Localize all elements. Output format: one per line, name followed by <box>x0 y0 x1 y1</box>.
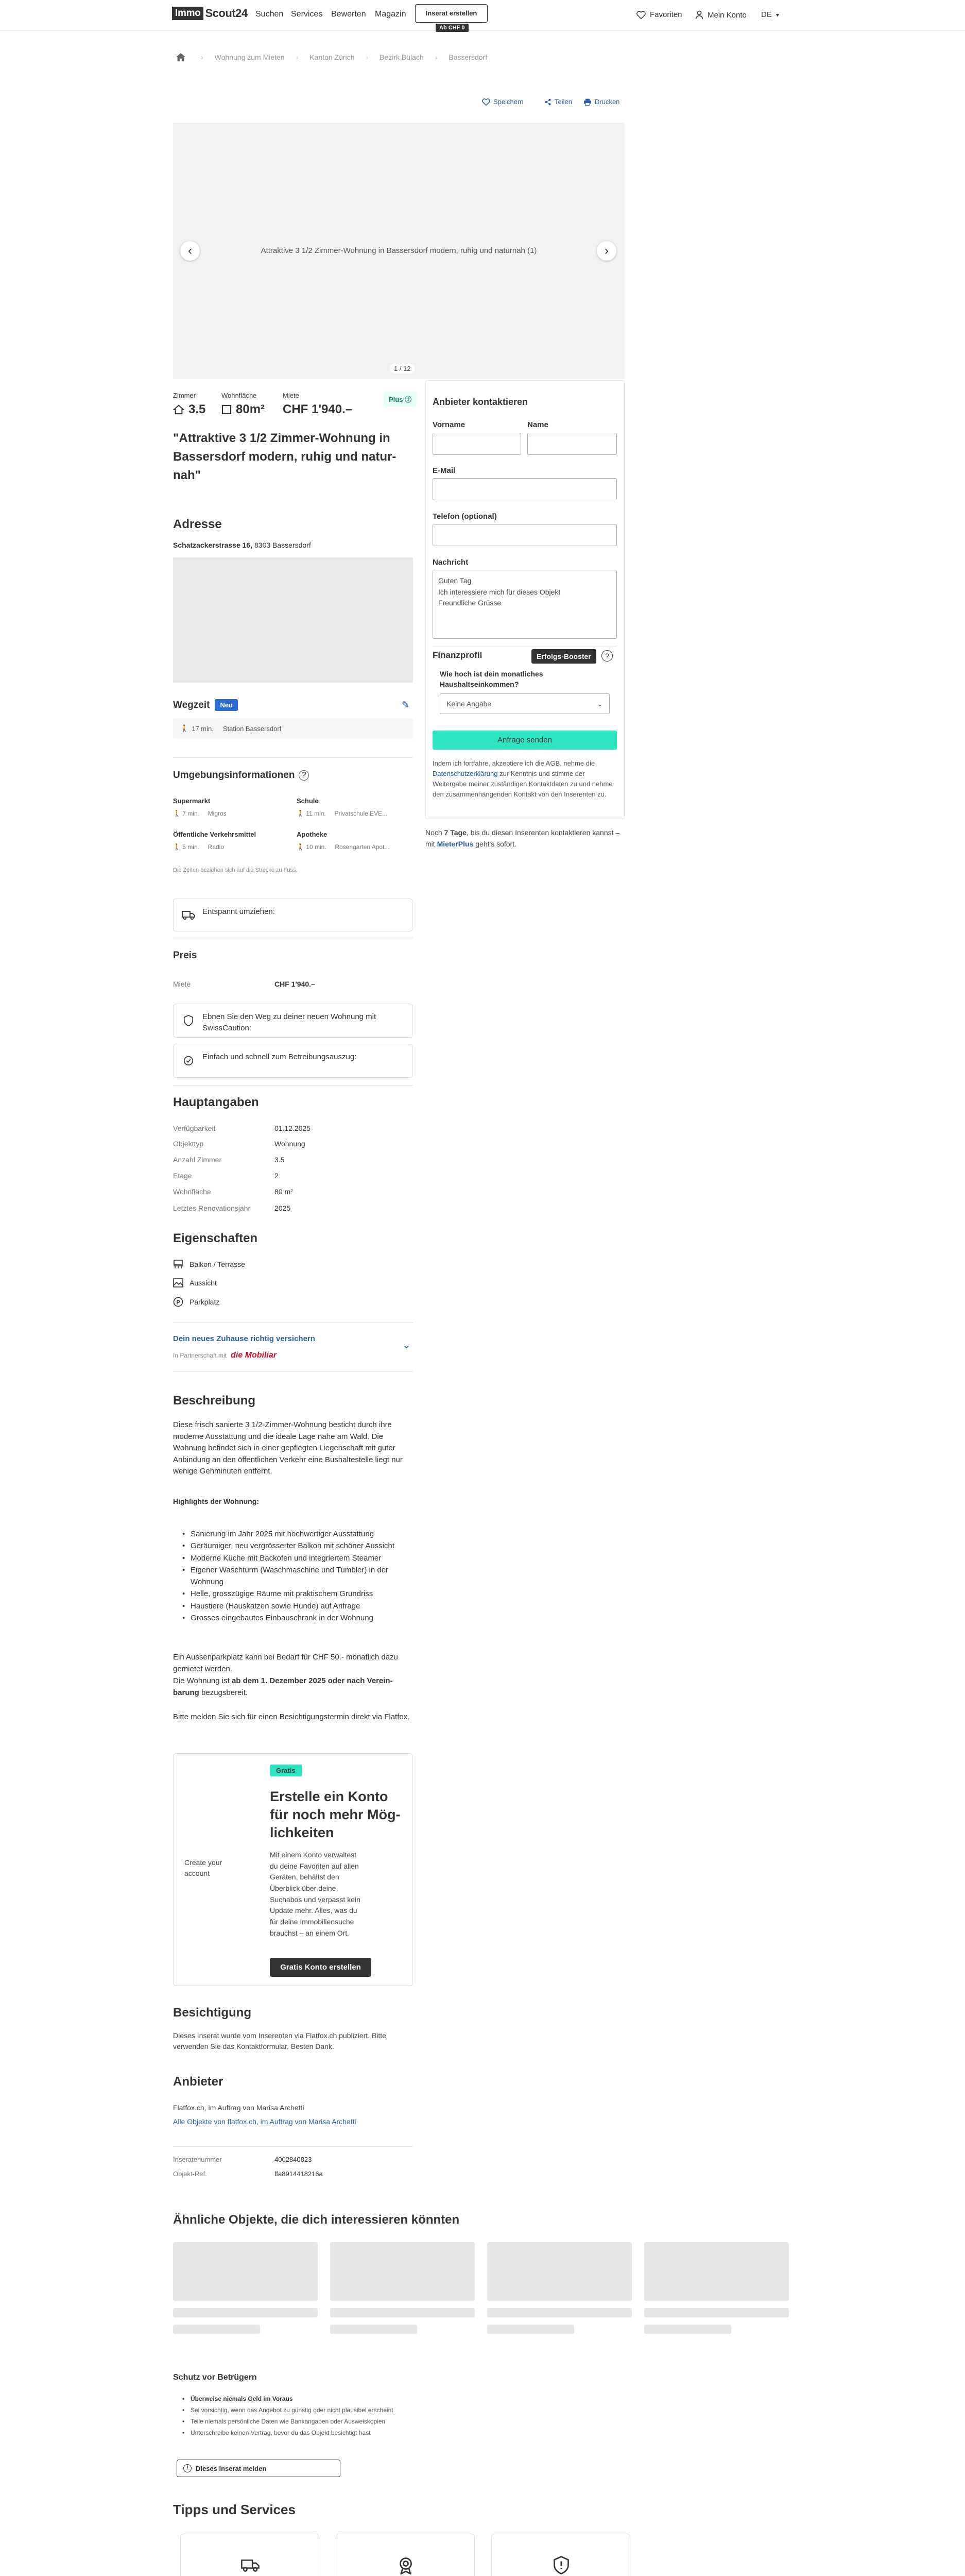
gallery-next-button[interactable] <box>597 241 616 261</box>
chevron-left-icon: ‹ <box>188 244 192 258</box>
feature-balcony <box>173 1260 245 1269</box>
list-item: • Überweise niemals Geld im Voraus <box>173 2393 393 2404</box>
debt-extract-box[interactable] <box>173 1044 413 1078</box>
plus-badge[interactable] <box>384 392 417 406</box>
contact-heading: Anbieter kontaktieren <box>433 397 528 407</box>
help-icon[interactable]: ? <box>299 770 309 781</box>
map-preview[interactable] <box>173 557 413 683</box>
logo-box: Immo <box>172 7 203 20</box>
listing-title: "Attraktive 3 1/2 Zimmer-Wohnung in Bassersdorf modern, ruhig und naturnah" <box>173 431 397 482</box>
breadcrumb-item[interactable]: Wohnung zum Mieten <box>214 53 285 61</box>
object-type-value: Wohnung <box>274 1140 305 1148</box>
account-body: Mit einem Konto verwaltest du deine Favoriten auf allen Geräten, behältst den Überblick über deine Suchabos und verpasst kein Update mehr. Alles, was du für deine Immobiliensuche brauchst – an einem Ort. <box>270 1851 360 1937</box>
listing-id-label: Inseratenummer <box>173 2156 222 2163</box>
nav-bewerten[interactable]: Bewerten <box>331 10 366 19</box>
area-number: 80m² <box>236 402 265 416</box>
feature-label: Parkplatz <box>189 1298 220 1306</box>
availability-text-end: bezugsbereit. <box>199 1688 248 1697</box>
env-pharmacy-label: Apotheke <box>297 831 328 838</box>
heart-icon <box>636 11 646 19</box>
create-account-button[interactable]: Gratis Konto erstellen <box>270 1958 371 1977</box>
skeleton-image <box>330 2242 475 2301</box>
email-label: E-Mail <box>433 466 456 475</box>
skeleton-line <box>644 2308 789 2317</box>
legal-text-end: zur Kenntnis und stimme der Weitergabe meiner zuständigen Kontaktdaten zu und nehme den zusammenhängenden Kontakt von den Inserenten zu. <box>433 770 613 799</box>
visit-text: Dieses Inserat wurde vom Inserenten via Flatfox.ch publiziert. Bitte verwenden Sie das Kontaktformular. Besten Dank. <box>173 2031 386 2050</box>
viewing-note: Bitte melden Sie sich für einen Besichtigungstermin direkt via Flatfox. <box>173 1713 410 1721</box>
printer-icon <box>583 98 592 106</box>
lastname-label: Name <box>527 420 548 429</box>
similar-card-skeleton[interactable] <box>330 2242 475 2334</box>
skeleton-line <box>487 2308 632 2317</box>
partner-label: In Partnerschaft mit <box>173 1352 227 1359</box>
account-link[interactable] <box>695 10 747 20</box>
renovation-value: 2025 <box>274 1204 291 1212</box>
list-item: • Grosses eingebautes Einbauschrank in der Wohnung <box>173 1612 415 1624</box>
save-button[interactable] <box>482 98 524 106</box>
rooms-count-value: 3.5 <box>274 1156 285 1164</box>
walk-icon: 🚶 <box>297 843 304 851</box>
env-name: Migros <box>208 810 227 817</box>
address-heading: Adresse <box>173 517 222 531</box>
parking-icon <box>173 1297 183 1307</box>
walk-icon: 🚶 <box>173 810 181 817</box>
breadcrumb <box>175 52 487 62</box>
area-icon <box>221 404 232 415</box>
floor-label: Etage <box>173 1172 192 1180</box>
services-heading: Tipps und Services <box>173 2502 296 2517</box>
wait-text: Noch <box>425 828 444 837</box>
heart-icon <box>482 98 490 106</box>
rooms-value <box>173 402 205 417</box>
env-pharmacy-row <box>297 843 389 851</box>
booster-badge: Erfolgs-Booster <box>531 649 596 664</box>
create-listing-button[interactable]: Inserat erstellen <box>415 4 488 23</box>
favorites-label: Favoriten <box>650 10 682 19</box>
svg-text:P: P <box>176 1299 180 1306</box>
share-button[interactable] <box>544 98 572 106</box>
price-label: Miete <box>173 980 191 988</box>
truck-icon <box>241 2556 260 2574</box>
route-station: Station Bassersdorf <box>222 724 282 733</box>
skeleton-image <box>487 2242 632 2301</box>
description-text: Diese frisch sanierte 3 1/2-Zimmer-Wohnung besticht durch ihre moderne Ausstattung und die ideale Lage nahe am Wald. Die Wohnung befindet sich in einer gepflegten Liegenschaft mit guter Anbindung an den öffentlichen Verkehr eine Bushaltestelle liegt nur wenige Gehminuten entfernt. <box>173 1420 403 1476</box>
rent-label: Miete <box>283 392 299 399</box>
description-heading: Beschreibung <box>173 1394 256 1408</box>
skeleton-line <box>173 2325 260 2334</box>
env-school-row <box>297 810 387 817</box>
separator-icon: › <box>201 53 203 61</box>
alert-icon: ! <box>183 2464 192 2472</box>
fraud-heading: Schutz vor Betrügern <box>173 2373 257 2382</box>
skeleton-line <box>330 2308 475 2317</box>
walk-icon: 🚶 <box>173 843 181 851</box>
address-line <box>173 541 311 549</box>
gallery-counter: 1 / 12 <box>390 364 415 374</box>
phone-input[interactable] <box>433 524 617 546</box>
visit-heading: Besichtigung <box>173 2006 252 2020</box>
features-heading: Eigenschaften <box>173 1231 258 1245</box>
highlights-heading: Highlights der Wohnung: <box>173 1497 259 1505</box>
phone-label: Telefon (optional) <box>433 512 497 521</box>
free-badge: Gratis <box>270 1765 302 1776</box>
provider-objects-link[interactable]: Alle Objekte von flatfox.ch, im Auftrag von Marisa Archetti <box>173 2117 356 2126</box>
swisscaution-box[interactable] <box>173 1004 413 1038</box>
gallery-image-caption: Attraktive 3 1/2 Zimmer-Wohnung in Bassersdorf modern, ruhig und naturnah (1) <box>261 246 537 255</box>
list-item: • Sei vorsichtig, wenn das Angebot zu günstig oder nicht plausibel erscheint <box>173 2404 393 2416</box>
similar-card-skeleton[interactable] <box>173 2242 318 2334</box>
route-header <box>173 699 238 711</box>
moving-offer-box[interactable] <box>173 899 413 931</box>
separator-icon: › <box>366 53 369 61</box>
share-label: Teilen <box>555 98 572 106</box>
rooms-label: Zimmer <box>173 392 196 399</box>
email-input[interactable] <box>433 478 617 500</box>
debt-extract-text: Einfach und schnell zum Betreibungsauszug: <box>202 1053 357 1061</box>
feature-view <box>173 1278 217 1287</box>
skeleton-line <box>173 2308 318 2317</box>
object-ref-value: ffa8914418216a <box>274 2170 323 2178</box>
env-supermarket-label: Supermarkt <box>173 797 211 805</box>
truck-icon <box>182 909 195 921</box>
lastname-input[interactable] <box>527 433 617 455</box>
privacy-link[interactable]: Datenschutzerklärung <box>433 770 498 778</box>
list-item: • Moderne Küche mit Backofen und integriertem Steamer <box>173 1552 415 1564</box>
info-icon: ⓘ <box>405 396 412 403</box>
swisscaution-text: Ebnen Sie den Weg zu deiner neuen Wohnung mit SwissCaution: <box>202 1012 376 1032</box>
logo-text: Scout24 <box>205 7 248 20</box>
house-icon <box>173 404 184 415</box>
gallery-prev-button[interactable] <box>180 241 200 261</box>
living-area-label: Wohnfläche <box>173 1188 211 1196</box>
price-value: CHF 1'940.– <box>274 980 315 988</box>
nav-services[interactable]: Services <box>291 10 323 19</box>
print-button[interactable] <box>583 98 619 106</box>
listing-id-value: 4002840823 <box>274 2156 312 2163</box>
route-row <box>173 718 413 739</box>
fraud-list <box>173 2393 393 2438</box>
income-question: Wie hoch ist dein monatliches Haushaltseinkommen? <box>440 670 543 689</box>
contact-wait-note <box>425 827 626 850</box>
price-heading: Preis <box>173 950 197 961</box>
service-card-moving <box>180 2534 319 2576</box>
legal-text: Indem ich fortfahre, akzeptiere ich die AGB, nehme die <box>433 759 595 767</box>
environment-heading-row <box>173 770 309 781</box>
walk-icon: 🚶 <box>297 810 304 817</box>
edit-icon[interactable]: ✎ <box>402 700 410 710</box>
provider-heading: Anbieter <box>173 2075 223 2089</box>
home-icon[interactable] <box>175 52 186 62</box>
feature-label: Balkon / Terrasse <box>189 1260 245 1268</box>
mobiliar-logo: die Mobiliar <box>231 1351 277 1360</box>
report-listing-button[interactable] <box>177 2460 340 2477</box>
env-time: 5 min. <box>182 843 199 851</box>
chevron-down-icon[interactable]: ⌄ <box>402 1340 411 1351</box>
nav-suchen[interactable]: Suchen <box>255 10 284 19</box>
living-area-value: 80 m² <box>274 1188 293 1196</box>
breadcrumb-item[interactable]: Kanton Zürich <box>309 53 355 61</box>
service-card-debt <box>336 2534 475 2576</box>
chevron-down-icon: ▾ <box>776 11 779 19</box>
highlights-list <box>173 1528 415 1624</box>
firstname-input[interactable] <box>433 433 521 455</box>
list-item: • Geräumiger, neu vergrösserter Balkon mit schöner Aussicht <box>173 1540 415 1552</box>
firstname-label: Vorname <box>433 420 466 429</box>
account-side-label: Create your account <box>184 1858 222 1877</box>
object-type-label: Objekttyp <box>173 1140 204 1148</box>
nav-magazin[interactable]: Magazin <box>375 10 406 19</box>
skeleton-line <box>330 2325 417 2334</box>
chevron-down-icon: ⌄ <box>597 699 603 708</box>
wait-text-end: geht's sofort. <box>473 839 516 848</box>
floor-value: 2 <box>274 1172 279 1180</box>
availability-label: Verfügbarkeit <box>173 1124 216 1132</box>
income-select-value: Keine Angabe <box>446 700 492 708</box>
rooms-number: 3.5 <box>188 402 206 416</box>
object-ref-label: Objekt-Ref. <box>173 2170 207 2178</box>
shield-icon <box>182 1015 195 1026</box>
send-request-button[interactable]: Anfrage senden <box>433 731 617 750</box>
list-item: • Teile niemals persönliche Daten wie Bankangaben oder Ausweiskopien <box>173 2416 393 2427</box>
env-school-label: Schule <box>297 797 319 805</box>
renovation-label: Letztes Renovationsjahr <box>173 1204 251 1212</box>
env-name: Privatschule EVE... <box>334 810 388 817</box>
list-item: • Sanierung im Jahr 2025 mit hochwertiger Ausstattung <box>173 1528 415 1540</box>
language-label: DE <box>761 10 772 19</box>
wait-text: , bis du diesen Inserenten kontaktieren kannst – mit <box>425 828 620 848</box>
badge-icon <box>397 2556 415 2574</box>
view-icon <box>173 1278 183 1287</box>
env-time: 11 min. <box>306 810 326 817</box>
env-supermarket-row <box>173 810 227 817</box>
account-title: Erstelle ein Konto für noch mehr Möglichkeiten <box>270 1789 401 1841</box>
skeleton-line <box>487 2325 574 2334</box>
route-time: 17 min. <box>192 724 214 733</box>
print-label: Drucken <box>595 98 620 106</box>
divider <box>173 757 413 758</box>
breadcrumb-item[interactable]: Bassersdorf <box>449 53 488 61</box>
area-label: Wohnfläche <box>221 392 257 399</box>
wait-days: 7 Tage <box>444 828 467 837</box>
insurance-partner <box>173 1351 277 1360</box>
divider <box>173 1085 413 1086</box>
message-label: Nachricht <box>433 558 469 567</box>
favorites-link[interactable] <box>636 10 682 19</box>
rooms-count-label: Anzahl Zimmer <box>173 1156 222 1164</box>
feature-parking <box>173 1297 219 1307</box>
divider <box>173 1371 413 1372</box>
logo[interactable] <box>172 6 248 21</box>
separator-icon: › <box>435 53 438 61</box>
provider-name: Flatfox.ch, im Auftrag von Marisa Archetti <box>173 2104 304 2112</box>
user-icon <box>695 10 703 20</box>
divider <box>173 2146 413 2147</box>
message-textarea[interactable]: Guten Tag Ich interessiere mich für dieses Objekt Freundliche Grüsse <box>433 570 617 639</box>
env-name: Radio <box>208 843 225 851</box>
breadcrumb-item[interactable]: Bezirk Bülach <box>380 53 424 61</box>
env-transport-label: Öffentliche Verkehrsmittel <box>173 831 256 838</box>
address-street: Schatzackerstrasse 16, <box>173 541 253 549</box>
mieterplus-link[interactable]: MieterPlus <box>437 839 474 848</box>
parking-note: Ein Aussenparkplatz kann bei Bedarf für CHF 50.- monatlich dazu gemietet werden. <box>173 1653 398 1673</box>
address-city: 8303 Bassersdorf <box>254 541 311 549</box>
list-item: • Eigener Waschturm (Waschmaschine und Tumbler) in der Wohnung <box>173 1564 415 1588</box>
share-icon <box>544 98 552 106</box>
income-select[interactable] <box>440 693 610 714</box>
skeleton-image <box>173 2242 318 2301</box>
contact-legal-text <box>433 758 617 800</box>
rent-value: CHF 1'940.– <box>283 402 353 416</box>
save-label: Speichern <box>493 98 524 106</box>
list-item: • Haustiere (Hauskatzen sowie Hunde) auf Anfrage <box>173 1600 415 1612</box>
availability-value: 01.12.2025 <box>274 1124 311 1132</box>
shield-icon <box>552 2556 571 2574</box>
cta-price-badge: Ab CHF 0 <box>436 24 469 32</box>
plus-label: Plus <box>389 396 403 403</box>
help-icon[interactable]: ? <box>601 650 613 662</box>
route-heading: Wegzeit <box>173 699 210 710</box>
badge-icon <box>182 1055 195 1066</box>
feature-label: Aussicht <box>189 1279 217 1287</box>
env-time: 10 min. <box>306 843 326 851</box>
moving-offer-text: Entspannt umziehen: <box>202 907 275 916</box>
area-value <box>221 402 265 417</box>
main-data-heading: Hauptangaben <box>173 1095 259 1109</box>
language-switch[interactable] <box>761 10 779 19</box>
env-note: Die Zeiten beziehen sich auf die Strecke zu Fuss. <box>173 867 298 873</box>
service-card-caution <box>491 2534 630 2576</box>
env-name: Rosengarten Apot... <box>335 843 390 851</box>
insurance-link[interactable]: Dein neues Zuhause richtig versichern <box>173 1334 315 1343</box>
similar-heading: Ähnliche Objekte, die dich interessieren könnten <box>173 2213 460 2227</box>
site-header <box>0 0 965 31</box>
report-label: Dieses Inserat melden <box>196 2464 267 2472</box>
balcony-icon <box>173 1260 183 1269</box>
new-badge: Neu <box>215 699 238 711</box>
availability-text: Die Wohnung ist <box>173 1676 232 1685</box>
availability-note <box>173 1675 415 1699</box>
availability-date: ab dem 1. Dezember 2025 oder nach Vereinbarung <box>173 1676 393 1697</box>
similar-card-skeleton[interactable] <box>487 2242 632 2334</box>
list-item: • Unterschreibe keinen Vertrag, bevor du das Objekt besichtigt hast <box>173 2427 393 2438</box>
walk-icon: 🚶 <box>180 724 189 732</box>
environment-heading: Umgebungsinformationen <box>173 770 295 781</box>
finance-heading: Finanzprofil <box>433 650 482 660</box>
skeleton-line <box>644 2325 731 2334</box>
similar-card-skeleton[interactable] <box>644 2242 789 2334</box>
separator-icon: › <box>296 53 299 61</box>
account-label: Mein Konto <box>708 10 747 20</box>
list-item: • Helle, grosszügige Räume mit praktischem Grundriss <box>173 1588 415 1600</box>
env-transport-row <box>173 843 224 851</box>
skeleton-image <box>644 2242 789 2301</box>
env-time: 7 min. <box>182 810 199 817</box>
chevron-right-icon: › <box>605 244 609 258</box>
